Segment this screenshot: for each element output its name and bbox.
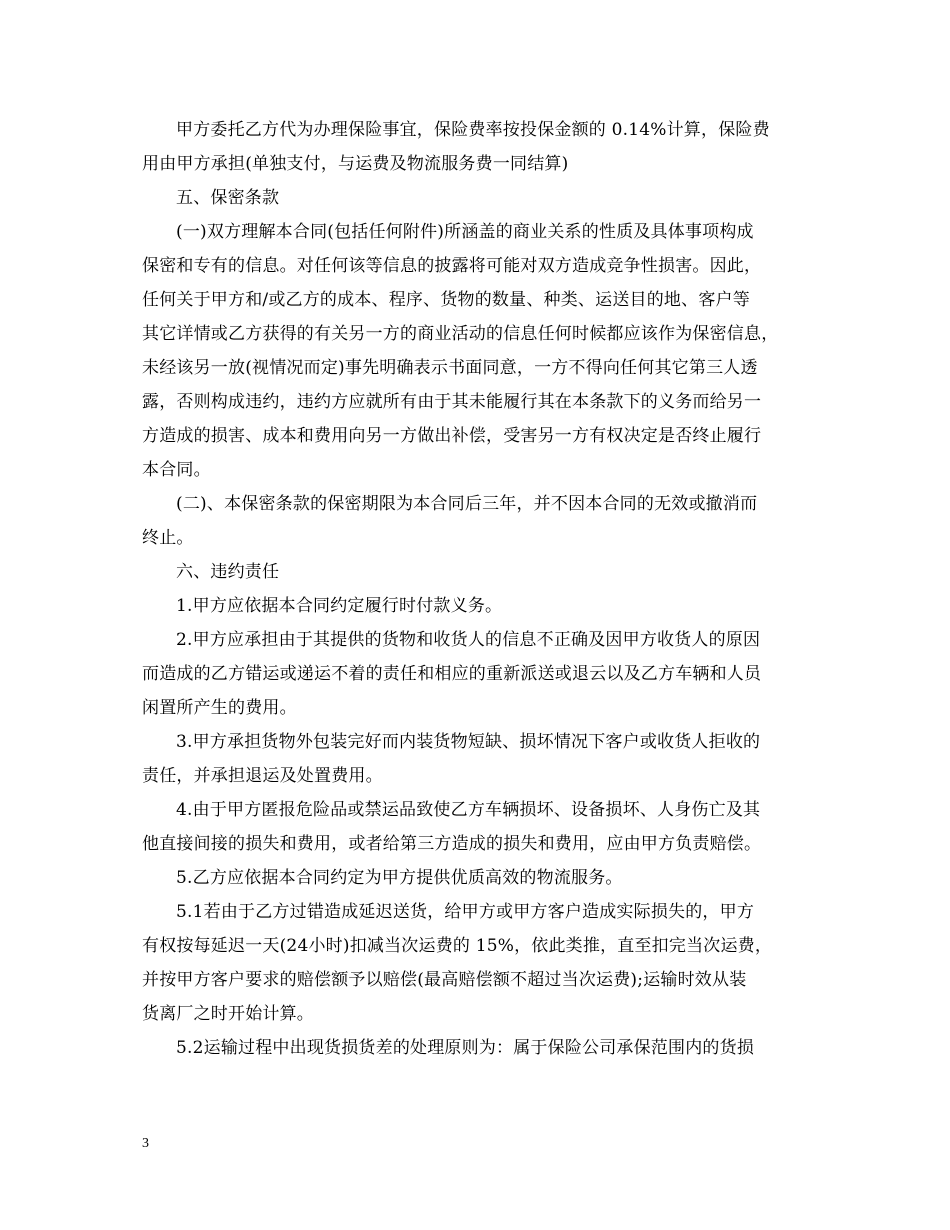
text-line: 保密和专有的信息。对任何该等信息的披露将可能对双方造成竞争性损害。因此， bbox=[142, 256, 762, 276]
text-line: 闲置所产生的费用。 bbox=[142, 698, 297, 718]
paragraph bbox=[142, 1031, 810, 1065]
text-line: (一)双方理解本合同(包括任何附件)所涵盖的商业关系的性质及具体事项构成 bbox=[176, 222, 754, 242]
paragraph bbox=[142, 181, 810, 215]
text-line: 而造成的乙方错运或递运不着的责任和相应的重新派送或退云以及乙方车辆和人员 bbox=[142, 664, 762, 684]
text-line: 责任，并承担退运及处置费用。 bbox=[142, 766, 383, 786]
text-line: 他直接间接的损失和费用，或者给第三方造成的损失和费用，应由甲方负责赔偿。 bbox=[142, 834, 762, 854]
text-line: 3.甲方承担货物外包装完好而内装货物短缺、损坏情况下客户或收货人拒收的 bbox=[176, 732, 761, 752]
text-line: 本合同。 bbox=[142, 460, 211, 480]
paragraph bbox=[142, 725, 810, 793]
paragraph bbox=[142, 793, 810, 861]
text-line: 用由甲方承担(单独支付，与运费及物流服务费一同结算) bbox=[142, 154, 569, 174]
paragraph bbox=[142, 861, 810, 895]
paragraph bbox=[142, 589, 810, 623]
paragraph bbox=[142, 487, 810, 555]
text-line: 六、违约责任 bbox=[176, 562, 280, 582]
text-line: 2.甲方应承担由于其提供的货物和收货人的信息不正确及因甲方收货人的原因 bbox=[176, 630, 761, 650]
text-line: 五、保密条款 bbox=[176, 188, 280, 208]
text-line: 其它详情或乙方获得的有关另一方的商业活动的信息任何时候都应该作为保密信息， bbox=[142, 324, 779, 344]
text-line: 甲方委托乙方代为办理保险事宜，保险费率按投保金额的 0.14%计算，保险费 bbox=[176, 120, 770, 140]
text-line: (二)、本保密条款的保密期限为本合同后三年，并不因本合同的无效或撤消而 bbox=[176, 494, 758, 514]
paragraph bbox=[142, 623, 810, 725]
text-line: 货离厂之时开始计算。 bbox=[142, 1004, 314, 1024]
text-line: 露，否则构成违约，违约方应就所有由于其未能履行其在本条款下的义务而给另一 bbox=[142, 392, 762, 412]
paragraph bbox=[142, 555, 810, 589]
text-line: 4.由于甲方匿报危险品或禁运品致使乙方车辆损坏、设备损坏、人身伤亡及其 bbox=[176, 800, 761, 820]
text-line: 1.甲方应依据本合同约定履行时付款义务。 bbox=[176, 596, 503, 616]
paragraph bbox=[142, 113, 810, 181]
text-line: 任何关于甲方和/或乙方的成本、程序、货物的数量、种类、运送目的地、客户等 bbox=[142, 290, 750, 310]
text-line: 5.1若由于乙方过错造成延迟送货，给甲方或甲方客户造成实际损失的，甲方 bbox=[176, 902, 755, 922]
document-body bbox=[142, 113, 810, 1065]
text-line: 并按甲方客户要求的赔偿额予以赔偿(最高赔偿额不超过当次运费);运输时效从装 bbox=[142, 970, 747, 990]
text-line: 有权按每延迟一天(24小时)扣减当次运费的 15%，依此类推，直至扣完当次运费， bbox=[142, 936, 773, 956]
paragraph bbox=[142, 895, 810, 1031]
text-line: 终止。 bbox=[142, 528, 194, 548]
text-line: 未经该另一放(视情况而定)事先明确表示书面同意，一方不得向任何其它第三人透 bbox=[142, 358, 758, 378]
text-line: 方造成的损害、成本和费用向另一方做出补偿，受害另一方有权决定是否终止履行 bbox=[142, 426, 762, 446]
paragraph bbox=[142, 215, 810, 487]
text-line: 5.乙方应依据本合同约定为甲方提供优质高效的物流服务。 bbox=[176, 868, 623, 888]
text-line: 5.2运输过程中出现货损货差的处理原则为：属于保险公司承保范围内的货损 bbox=[176, 1038, 755, 1058]
page-number: 3 bbox=[142, 1136, 149, 1151]
